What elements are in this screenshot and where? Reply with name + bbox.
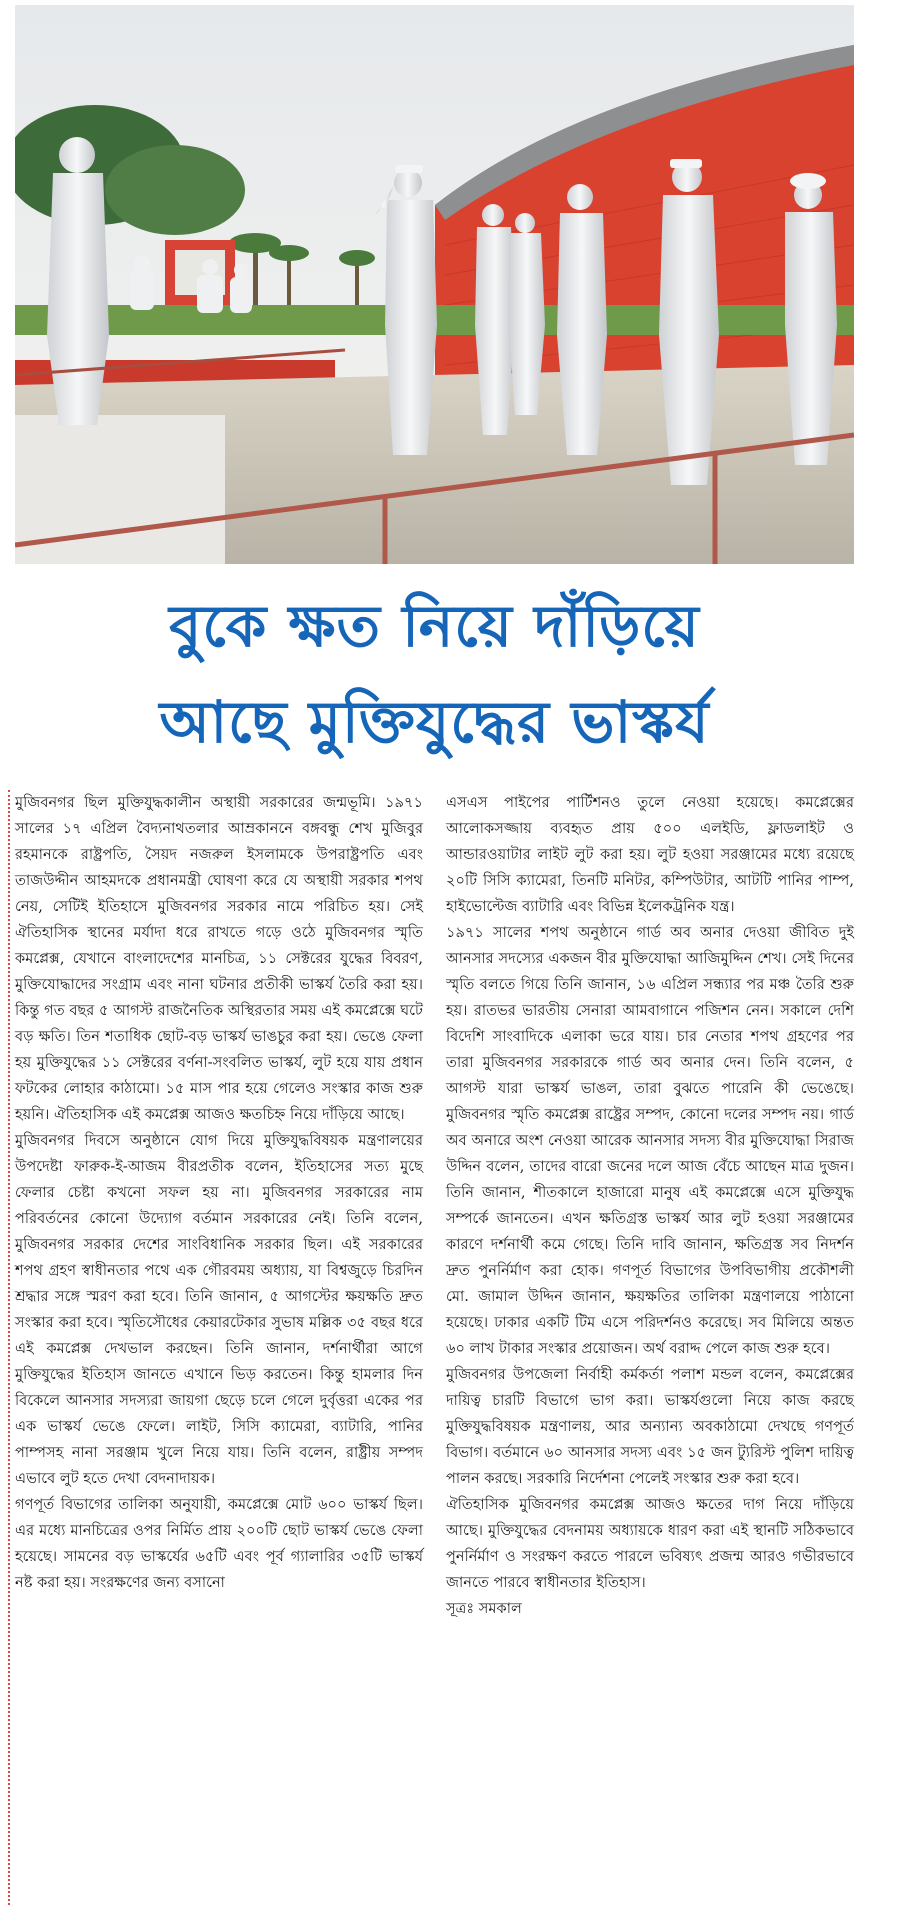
paragraph: মুজিবনগর ছিল মুক্তিযুদ্ধকালীন অস্থায়ী সরকারের জন্মভূমি। ১৯৭১ সালের ১৭ এপ্রিল বৈদ্যনাথতলার আম্রকাননে বঙ্গবন্ধু শেখ মুজিবুর রহমানকে রাষ্ট্রপতি, সৈয়দ নজরুল ইসলামকে উপরাষ্ট্রপতি এবং তাজউদ্দীন আহমদকে প্রধানমন্ত্রী ঘোষণা করে যে অস্থায়ী সরকার শপথ নেয়, সেটিই ইতিহাসে মুজিবনগর সরকার নামে পরিচিত হয়। সেই ঐতিহাসিক স্থানের মর্যাদা ধরে রাখতে গড়ে ওঠে মুজিবনগর স্মৃতি কমপ্লেক্স, যেখানে বাংলাদেশের মানচিত্র, ১১ সেক্টরের যুদ্ধের বিবরণ, মুক্তিযোদ্ধাদের সংগ্রাম এবং নানা ঘটনার প্রতীকী ভাস্কর্য তৈরি করা হয়। কিন্তু গত বছর ৫ আগস্ট রাজনৈতিক অস্থিরতার সময় এই কমপ্লেক্সে ঘটে বড় ক্ষতি। তিন শতাধিক ছোট-বড় ভাস্কর্য ভাঙচুর করা হয়। ভেঙে ফেলা হয় মুক্তিযুদ্ধের ১১ সেক্টরের বর্ণনা-সংবলিত ভাস্কর্য, লুট হয়ে যায় প্রধান ফটকের লোহার কাঠামো। ১৫ মাস পার হয়ে গেলেও সংস্কার কাজ শুরু হয়নি। ঐতিহাসিক এই কমপ্লেক্স আজও ক্ষতচিহ্ন নিয়ে দাঁড়িয়ে আছে।	[15, 794, 423, 1123]
sculpture-photo-illustration	[15, 5, 854, 564]
headline	[15, 578, 854, 770]
paragraph: ঐতিহাসিক মুজিবনগর কমপ্লেক্স আজও ক্ষতের দাগ নিয়ে দাঁড়িয়ে আছে। মুক্তিযুদ্ধের বেদনাময় অধ্যায়কে ধারণ করা এই স্থানটি সঠিকভাবে পুনর্নির্মাণ ও সংরক্ষণ করতে পারলে ভবিষ্যৎ প্রজন্ম আরও গভীরভাবে জানতে পারবে স্বাধীনতার ইতিহাস।	[446, 1496, 854, 1591]
article-photo	[15, 5, 854, 564]
margin-rule	[8, 790, 10, 1905]
paragraph: এসএস পাইপের পার্টিশনও তুলে নেওয়া হয়েছে। কমপ্লেক্সের আলোকসজ্জায় ব্যবহৃত প্রায় ৫০০ এলইডি, ফ্লাডলাইট ও আন্ডারওয়াটার লাইট লুট করা হয়। লুট হওয়া সরঞ্জামের মধ্যে রয়েছে ২০টি সিসি ক্যামেরা, তিনটি মনিটর, কম্পিউটার, আটটি পানির পাম্প, হাইভোল্টেজ ব্যাটারি এবং বিভিন্ন ইলেকট্রনিক যন্ত্র।	[446, 794, 854, 915]
paragraph: গণপূর্ত বিভাগের তালিকা অনুযায়ী, কমপ্লেক্সে মোট ৬০০ ভাস্কর্য ছিল। এর মধ্যে মানচিত্রের ওপর নির্মিত প্রায় ২০০টি ছোট ভাস্কর্য ভেঙে ফেলা হয়েছে। সামনের বড় ভাস্কর্যের ৬৫টি এবং পূর্ব গ্যালারির ৩৫টি ভাস্কর্য নষ্ট করা হয়। সংরক্ষণের জন্য বসানো	[15, 1496, 423, 1591]
paragraph: ১৯৭১ সালের শপথ অনুষ্ঠানে গার্ড অব অনার দেওয়া জীবিত দুই আনসার সদস্যের একজন বীর মুক্তিযোদ্ধা আজিমুদ্দিন শেখ। সেই দিনের স্মৃতি বলতে গিয়ে তিনি জানান, ১৬ এপ্রিল সন্ধ্যার পর মঞ্চ তৈরি শুরু হয়। রাতভর ভারতীয় সেনারা আমবাগানে পজিশন নেন। সকালে দেশি বিদেশি সাংবাদিকে এলাকা ভরে যায়। চার নেতার শপথ গ্রহণের পর তারা মুজিবনগর সরকারকে গার্ড অব অনার দেন। তিনি বলেন, ৫ আগস্ট যারা ভাস্কর্য ভাঙল, তারা বুঝতে পারেনি কী ভেঙেছে। মুজিবনগর স্মৃতি কমপ্লেক্স রাষ্ট্রের সম্পদ, কোনো দলের সম্পদ নয়। গার্ড অব অনারে অংশ নেওয়া আরেক আনসার সদস্য বীর মুক্তিযোদ্ধা সিরাজ উদ্দিন বলেন, তাদের বারো জনের দলে আজ বেঁচে আছেন মাত্র দুজন। তিনি জানান, শীতকালে হাজারো মানুষ এই কমপ্লেক্সে এসে মুক্তিযুদ্ধ সম্পর্কে জানতেন। এখন ক্ষতিগ্রস্ত ভাস্কর্য আর লুট হওয়া সরঞ্জামের কারণে দর্শনার্থী কমে গেছে। তিনি দাবি জানান, ক্ষতিগ্রস্ত সব নিদর্শন দ্রুত পুনর্নির্মাণ করা হোক। গণপূর্ত বিভাগের উপবিভাগীয় প্রকৌশলী মো. জামাল উদ্দিন জানান, ক্ষয়ক্ষতির তালিকা মন্ত্রণালয়ে পাঠানো হয়েছে। ঢাকার একটি টিম এসে পরিদর্শনও করেছে। সব মিলিয়ে অন্তত ৬০ লাখ টাকার সংস্কার প্রয়োজন। অর্থ বরাদ্দ পেলে কাজ শুরু হবে।	[446, 924, 854, 1357]
paragraph: মুজিবনগর উপজেলা নির্বাহী কর্মকর্তা পলাশ মন্ডল বলেন, কমপ্লেক্সের দায়িত্ব চারটি বিভাগে ভাগ করা। ভাস্কর্যগুলো নিয়ে কাজ করছে মুক্তিযুদ্ধবিষয়ক মন্ত্রণালয়, আর অন্যান্য অবকাঠামো দেখছে গণপূর্ত বিভাগ। বর্তমানে ৬০ আনসার সদস্য এবং ১৫ জন ট্যুরিস্ট পুলিশ দায়িত্ব পালন করছে। সরকারি নির্দেশনা পেলেই সংস্কার শুরু করা হবে।	[446, 1366, 854, 1487]
article-column-right	[446, 790, 854, 1905]
article-column-left	[15, 790, 423, 1905]
source-credit: সূত্রঃ সমকাল	[446, 1600, 522, 1617]
headline-line-1: বুকে ক্ষত নিয়ে দাঁড়িয়ে	[169, 592, 700, 660]
headline-line-2: আছে মুক্তিযুদ্ধের ভাস্কর্য	[159, 688, 710, 756]
statue-left	[47, 137, 109, 425]
paragraph: মুজিবনগর দিবসে অনুষ্ঠানে যোগ দিয়ে মুক্তিযুদ্ধবিষয়ক মন্ত্রণালয়ের উপদেষ্টা ফারুক-ই-আজম বীরপ্রতীক বলেন, ইতিহাসের সত্য মুছে ফেলার চেষ্টা কখনো সফল হয় না। মুজিবনগর সরকারের নাম পরিবর্তনের কোনো উদ্যোগ বর্তমান সরকারের নেই। তিনি বলেন, মুজিবনগর সরকার দেশের সাংবিধানিক সরকার ছিল। এই সরকারের শপথ গ্রহণ স্বাধীনতার পথে এক গৌরবময় অধ্যায়, যা বিশ্বজুড়ে চিরদিন শ্রদ্ধার সঙ্গে স্মরণ করা হবে। তিনি জানান, ৫ আগস্টের ক্ষয়ক্ষতি দ্রুত সংস্কার করা হবে। স্মৃতিসৌধের কেয়ারটেকার সুভাষ মল্লিক ৩৫ বছর ধরে এই কমপ্লেক্স দেখভাল করছেন। তিনি জানান, দর্শনার্থীরা আগে মুক্তিযুদ্ধের ইতিহাস জানতে এখানে ভিড় করতেন। কিন্তু হামলার দিন বিকেলে আনসার সদস্যরা জায়গা ছেড়ে চলে গেলে দুর্বৃত্তরা একের পর এক ভাস্কর্য ভেঙে ফেলে। লাইট, সিসি ক্যামেরা, ব্যাটারি, পানির পাম্পসহ নানা সরঞ্জাম খুলে নিয়ে যায়। তিনি বলেন, রাষ্ট্রীয় সম্পদ এভাবে লুট হতে দেখা বেদনাদায়ক।	[15, 1132, 423, 1487]
article-body	[15, 790, 854, 1905]
